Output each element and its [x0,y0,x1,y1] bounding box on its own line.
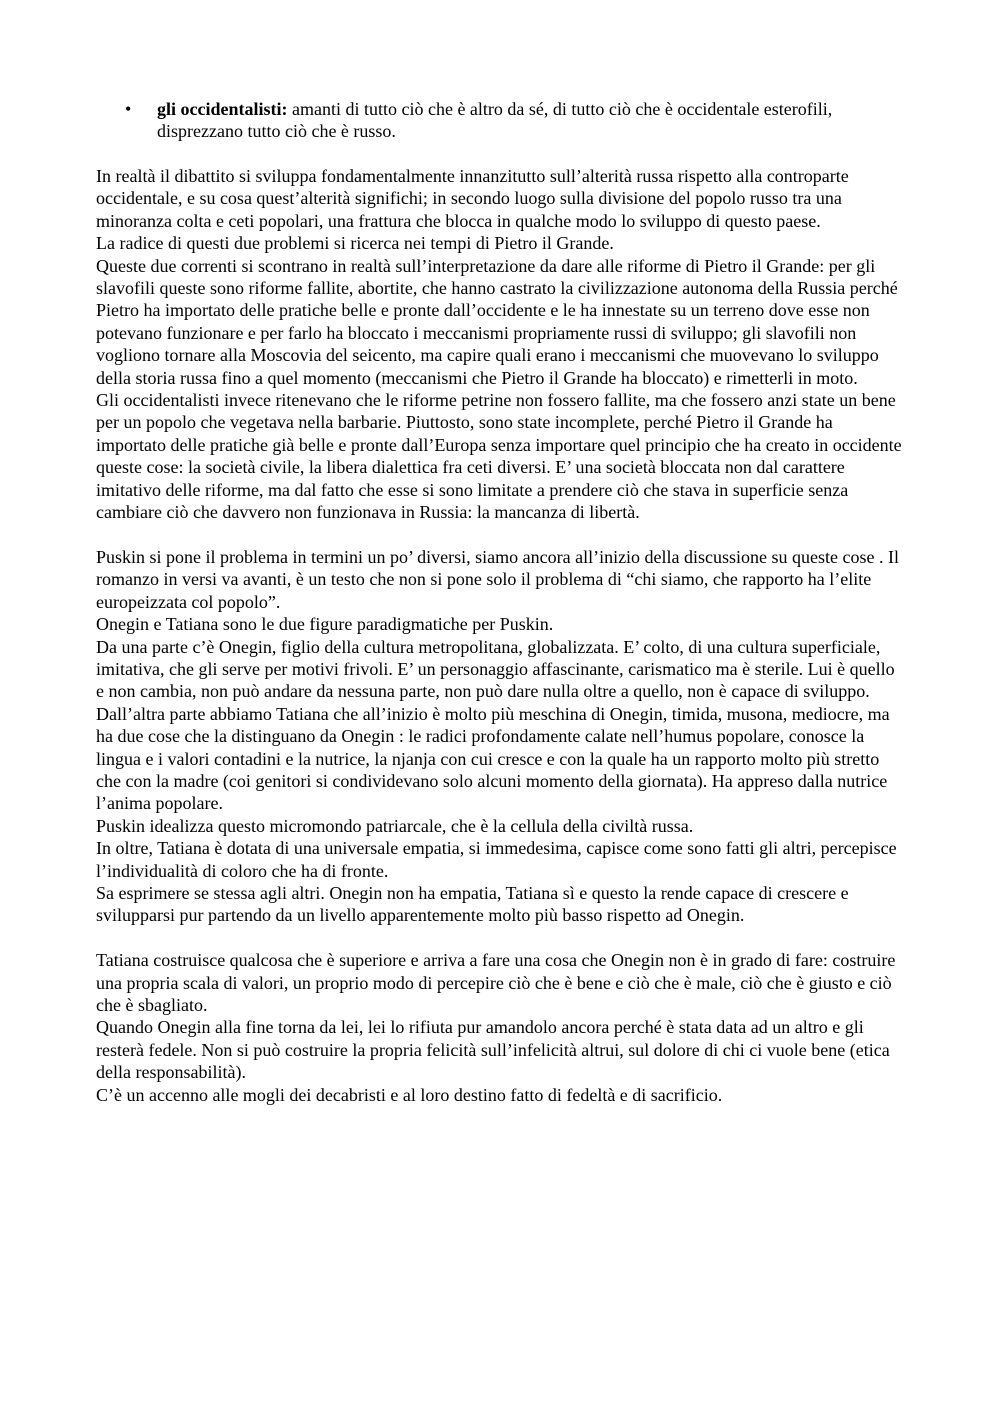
body-text [96,165,906,1106]
paragraph: Dall’altra parte abbiamo Tatiana che all’inizio è molto più meschina di Onegin, timida, musona, mediocre, ma ha due cose che la distinguano da Onegin : le radici profondamente calate nell’humus popolare, conosce la lingua e i valori contadini e la nutrice, la njanja con cui cresce e con la quale ha un rapporto molto più stretto che con la madre (coi genitori si condividevano solo alcuni momento della giornata). Ha appreso dalla nutrice l’anima popolare. [96,703,890,814]
bullet-description: amanti di tutto ciò che è altro da sé, di tutto ciò che è occidentale esterofili, disprezzano tutto ciò che è russo. [157,99,833,142]
bullet-list-item [125,98,865,143]
bullet-icon: • [125,99,132,119]
paragraph: Da una parte c’è Onegin, figlio della cultura metropolitana, globalizzata. E’ colto, di una cultura superficiale, imitativa, che gli serve per motivi frivoli. E’ un personaggio affascinante, carismatico ma è sterile. Lui è quello e non cambia, non può andare da nessuna parte, non può dare nulla oltre a quello, non è capace di sviluppo. [96,636,895,702]
paragraph: Queste due correnti si scontrano in realtà sull’interpretazione da dare alle riforme di Pietro il Grande: per gli slavofili queste sono riforme fallite, abortite, che hanno castrato la civilizzazione autonoma della Russia perché Pietro ha importato delle pratiche belle e pronte dall’occidente e le ha innestate su un terreno dove esse non potevano funzionare e per farlo ha bloccato i meccanismi propriamente russi di sviluppo; gli slavofili non vogliono tornare alla Moscovia del seicento, ma capire quali erano i meccanismi che muovevano lo sviluppo della storia russa fino a quel momento (meccanismi che Pietro il Grande ha bloccato) e rimetterli in moto. [96,255,898,388]
paragraph: Gli occidentalisti invece ritenevano che le riforme petrine non fossero fallite, ma che fossero anzi state un bene per un popolo che vegetava nella barbarie. Piuttosto, sono state incomplete, perché Pietro il Grande ha importato delle pratiche già belle e pronte dall’Europa senza importare quel principio che ha creato in occidente queste cose: la società civile, la libera dialettica fra ceti diversi. E’ una società bloccata non dal carattere imitativo delle riforme, ma dal fatto che esse si sono limitate a prendere ciò che stava in superficie senza cambiare ciò che davvero non funzionava in Russia: la mancanza di libertà. [96,390,902,523]
paragraph: Sa esprimere se stessa agli altri. Onegin non ha empatia, Tatiana sì e questo la rende capace di crescere e svilupparsi pur partendo da un livello apparentemente molto più basso rispetto ad Onegin. [96,882,849,926]
bullet-term: gli occidentalisti: [157,99,288,119]
paragraph: Tatiana costruisce qualcosa che è superiore e arriva a fare una cosa che Onegin non è in grado di fare: costruire una propria scala di valori, un proprio modo di percepire ciò che è bene e ciò che è male, ciò che è giusto e ciò che è sbagliato. [96,950,896,1015]
paragraph: Puskin si pone il problema in termini un po’ diversi, siamo ancora all’inizio della discussione su queste cose . Il romanzo in versi va avanti, è un testo che non si pone solo il problema di “chi siamo, che rapporto ha l’elite europeizzata col popolo”. [96,546,900,612]
paragraph: In oltre, Tatiana è dotata di una universale empatia, si immedesima, capisce come sono fatti gli altri, percepisce l’individualità di coloro che ha di fronte. [96,838,897,881]
paragraph: C’è un accenno alle mogli dei decabristi e al loro destino fatto di fedeltà e di sacrificio. [96,1084,723,1105]
paragraph: In realtà il dibattito si sviluppa fondamentalmente innanzitutto sull’alterità russa rispetto alla controparte occidentale, e su cosa quest’alterità significhi; in secondo luogo sulla divisione del popolo russo tra una minoranza colta e ceti popolari, una frattura che blocca in qualche modo lo sviluppo di questo paese. [96,166,849,231]
paragraph: Puskin idealizza questo micromondo patriarcale, che è la cellula della civiltà russa. [96,815,694,836]
paragraph: La radice di questi due problemi si ricerca nei tempi di Pietro il Grande. [96,233,614,254]
bullet-text [157,98,865,143]
paragraph: Onegin e Tatiana sono le due figure paradigmatiche per Puskin. [96,614,554,635]
paragraph: Quando Onegin alla fine torna da lei, lei lo rifiuta pur amandolo ancora perché è stata data ad un altro e gli resterà fedele. Non si può costruire la propria felicità sull’infelicità altrui, sul dolore di chi ci vuole bene (etica della responsabilità). [96,1017,890,1083]
